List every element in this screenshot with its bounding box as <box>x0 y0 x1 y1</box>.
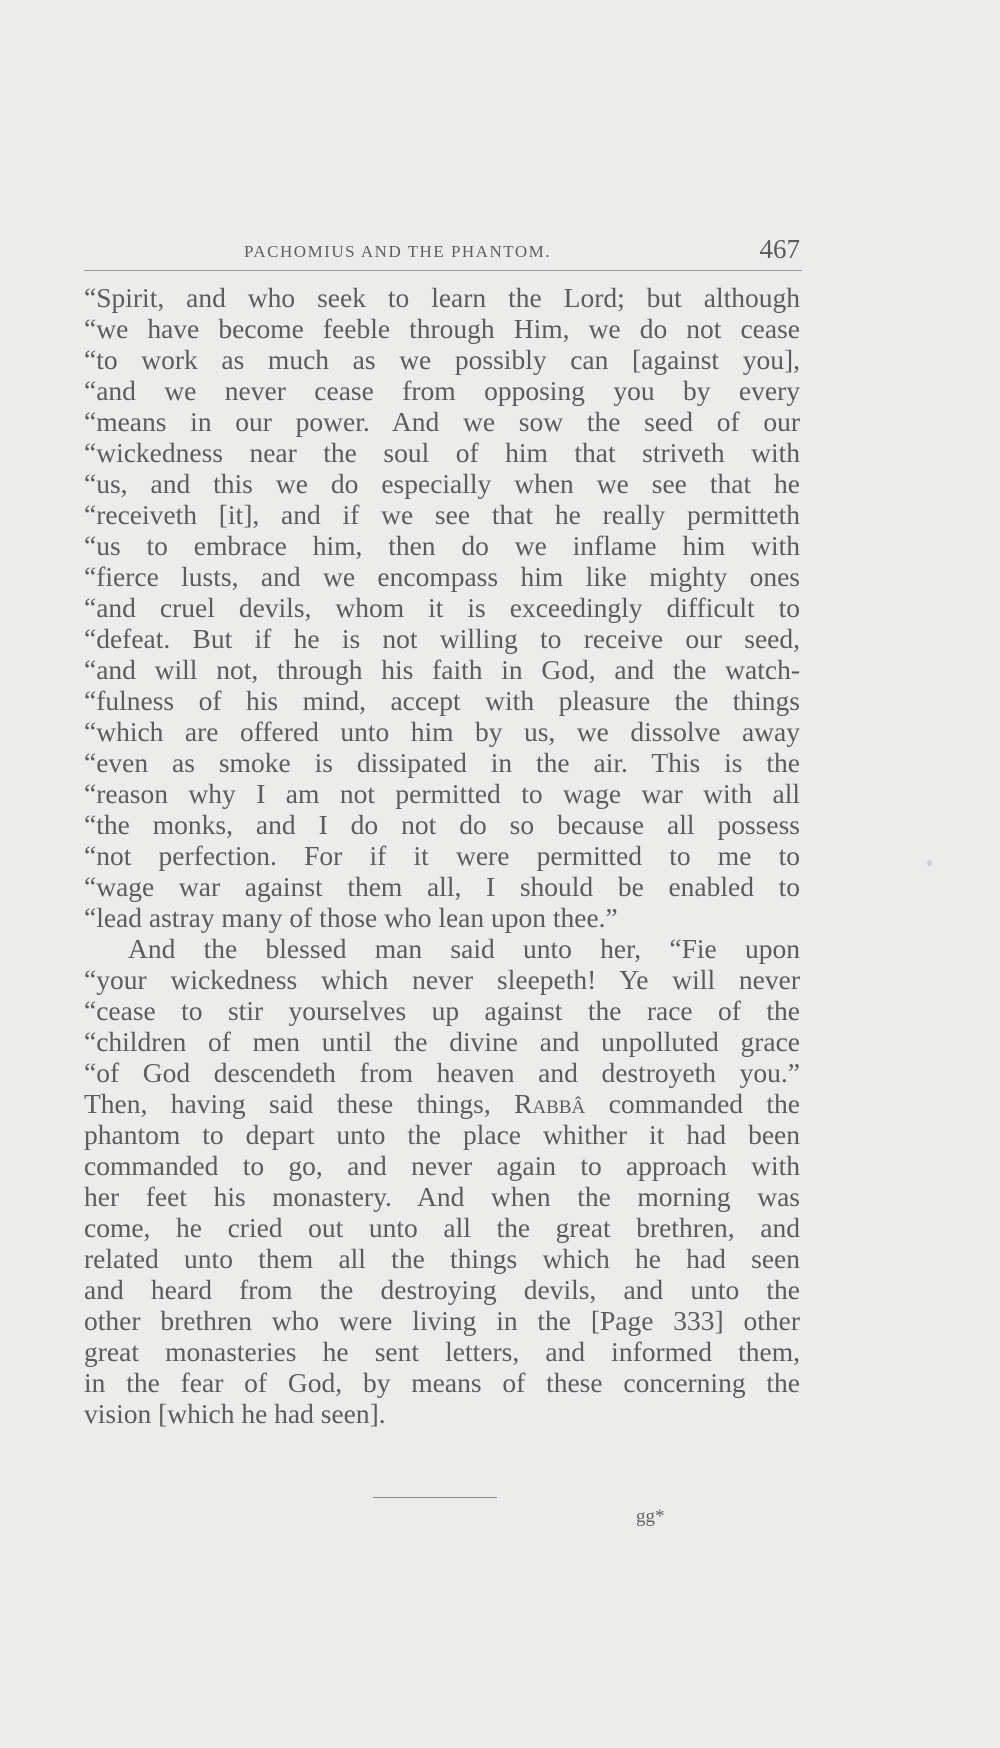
printer-signature: gg* <box>636 1506 665 1527</box>
paper-speck <box>927 860 932 866</box>
text-line: “us to embrace him, then do we inflame him with <box>84 530 800 561</box>
text-line: come, he cried out unto all the great brethren, and <box>84 1212 800 1243</box>
rabba-line-before: Then, having said these things, <box>84 1088 491 1119</box>
rabba-name: Rabbâ <box>514 1088 586 1119</box>
text-line: “cease to stir yourselves up against the race of the <box>84 995 800 1026</box>
text-line: “of God descendeth from heaven and destroyeth you.” <box>84 1057 800 1088</box>
text-line-paragraph-start: And the blessed man said unto her, “Fie upon <box>128 933 800 964</box>
page-number: 467 <box>759 234 800 264</box>
running-header <box>84 232 804 272</box>
text-line: “which are offered unto him by us, we dissolve away <box>84 716 800 747</box>
text-line: in the fear of God, by means of these concerning the <box>84 1367 800 1398</box>
running-title: PACHOMIUS AND THE PHANTOM. <box>244 242 551 261</box>
text-line: “reason why I am not permitted to wage war with all <box>84 778 800 809</box>
rabba-line-after: commanded the <box>608 1088 801 1119</box>
body-text <box>84 282 800 1429</box>
text-line: “children of men until the divine and unpolluted grace <box>84 1026 800 1057</box>
text-line: great monasteries he sent letters, and informed them, <box>84 1336 800 1367</box>
text-line-rabba <box>84 1088 800 1119</box>
text-line: “receiveth [it], and if we see that he really permitteth <box>84 499 800 530</box>
text-line: “wage war against them all, I should be enabled to <box>84 871 800 902</box>
text-line: “we have become feeble through Him, we do not cease <box>84 313 800 344</box>
section-end-rule <box>373 1497 497 1498</box>
text-line: related unto them all the things which he had seen <box>84 1243 800 1274</box>
text-line: “and cruel devils, whom it is exceedingly difficult to <box>84 592 800 623</box>
text-line: “us, and this we do especially when we see that he <box>84 468 800 499</box>
header-rule <box>84 270 802 271</box>
text-line: and heard from the destroying devils, and unto the <box>84 1274 800 1305</box>
text-line: “to work as much as we possibly can [against you], <box>84 344 800 375</box>
text-line: her feet his monastery. And when the morning was <box>84 1181 800 1212</box>
text-line: other brethren who were living in the [Page 333] other <box>84 1305 800 1336</box>
text-line: “the monks, and I do not do so because all possess <box>84 809 800 840</box>
text-line: “and we never cease from opposing you by every <box>84 375 800 406</box>
text-line: commanded to go, and never again to approach with <box>84 1150 800 1181</box>
text-line: “wickedness near the soul of him that striveth with <box>84 437 800 468</box>
text-line: “defeat. But if he is not willing to receive our seed, <box>84 623 800 654</box>
text-line: “lead astray many of those who lean upon thee.” <box>84 902 618 933</box>
text-line: “Spirit, and who seek to learn the Lord; but although <box>84 282 800 313</box>
text-line: vision [which he had seen]. <box>84 1398 386 1429</box>
text-line: “fierce lusts, and we encompass him like mighty ones <box>84 561 800 592</box>
text-line: “your wickedness which never sleepeth! Ye will never <box>84 964 800 995</box>
text-line: “even as smoke is dissipated in the air. This is the <box>84 747 800 778</box>
text-line: “and will not, through his faith in God, and the watch- <box>84 654 800 685</box>
text-line: phantom to depart unto the place whither it had been <box>84 1119 800 1150</box>
text-line: “not perfection. For if it were permitted to me to <box>84 840 800 871</box>
text-line: “means in our power. And we sow the seed of our <box>84 406 800 437</box>
text-line: “fulness of his mind, accept with pleasure the things <box>84 685 800 716</box>
